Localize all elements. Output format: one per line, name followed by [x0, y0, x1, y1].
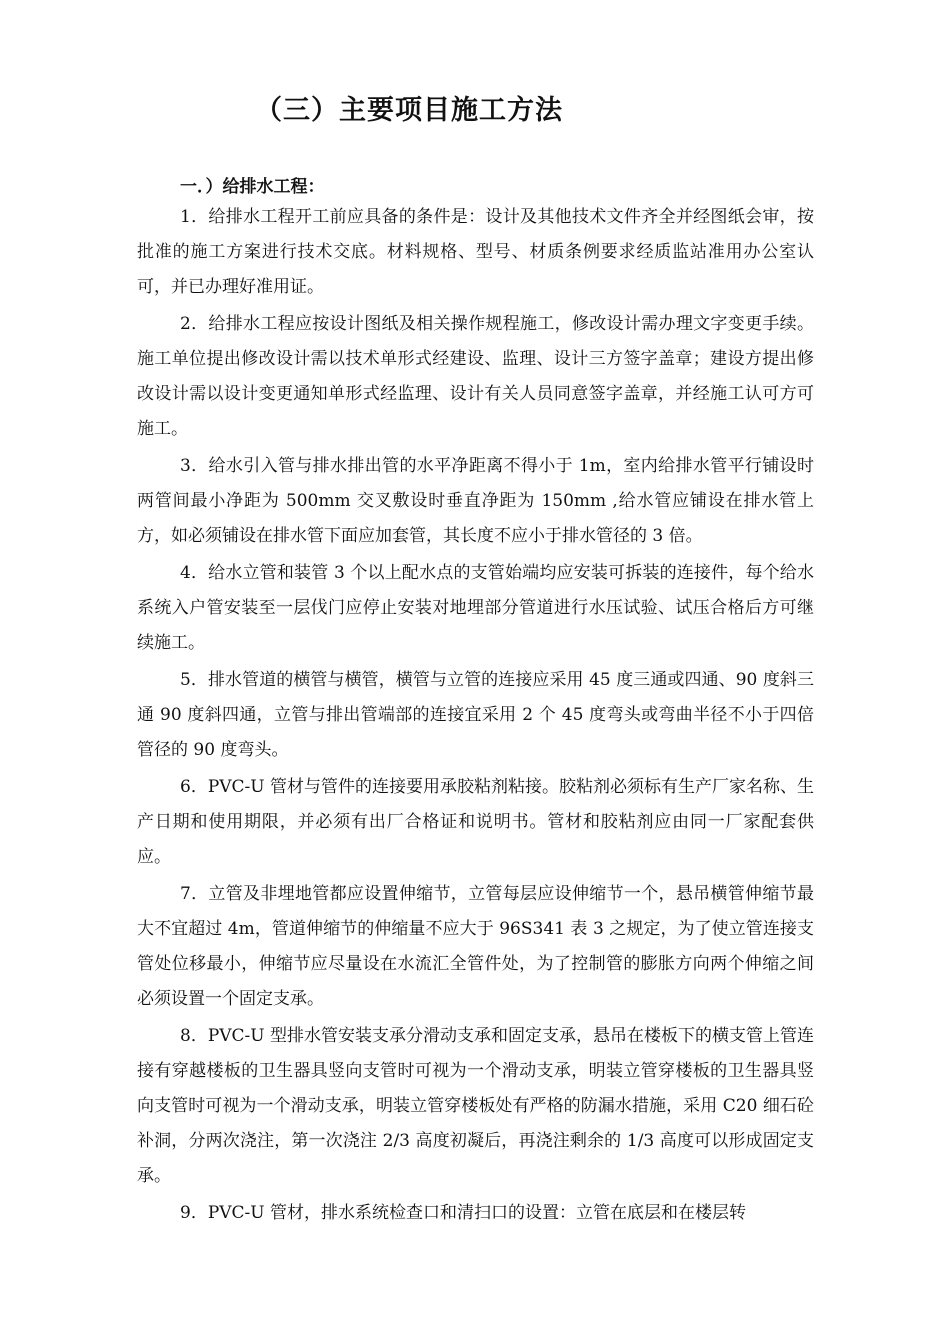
paragraph-1: 1．给排水工程开工前应具备的条件是：设计及其他技术文件齐全并经图纸会审，按批准的施工方案进行技术交底。材料规格、型号、材质条例要求经质监站准用办公室认可，并已办理好准用证。: [137, 207, 814, 297]
paragraph-9: 9．PVC-U 管材，排水系统检查口和清扫口的设置：立管在底层和在楼层转: [180, 1203, 747, 1223]
paragraph-4: 4．给水立管和装管 3 个以上配水点的支管始端均应安装可拆装的连接件，每个给水系统入户管安装至一层伐门应停止安装对地埋部分管道进行水压试验、试压合格后方可继续施工。: [137, 563, 814, 653]
paragraph-5: 5．排水管道的横管与横管，横管与立管的连接应采用 45 度三通或四通、90 度斜三通 90 度斜四通，立管与排出管端部的连接宜采用 2 个 45 度弯头或弯曲半径不小于四倍管径的 90 度弯头。: [137, 670, 814, 760]
paragraph-8: 8．PVC-U 型排水管安装支承分滑动支承和固定支承，悬吊在楼板下的横支管上管连接有穿越楼板的卫生器具竖向支管时可视为一个滑动支承，明装立管穿楼板的卫生器具竖向支管时可视为一个滑动支承，明装立管穿楼板处有严格的防漏水措施，采用 C20 细石砼补洞，分两次浇注，第一次浇注 2/3 高度初凝后，再浇注剩余的 1/3 高度可以形成固定支承。: [137, 1026, 815, 1186]
body-text: [137, 200, 814, 1233]
document-title: （三）主要项目施工方法: [255, 95, 563, 126]
paragraph-7: 7．立管及非埋地管都应设置伸缩节，立管每层应设伸缩节一个，悬吊横管伸缩节最大不宜超过 4m，管道伸缩节的伸缩量不应大于 96S341 表 3 之规定，为了使立管连接支管处位移最小，伸缩节应尽量设在水流汇全管件处，为了控制管的膨胀方向两个伸缩之间必须设置一个固定支承。: [137, 884, 814, 1009]
paragraph-6: 6．PVC-U 管材与管件的连接要用承胶粘剂粘接。胶粘剂必须标有生产厂家名称、生产日期和使用期限，并必须有出厂合格证和说明书。管材和胶粘剂应由同一厂家配套供应。: [137, 777, 815, 867]
paragraph-3: 3．给水引入管与排水排出管的水平净距离不得小于 1m，室内给排水管平行铺设时两管间最小净距为 500mm 交叉敷设时垂直净距为 150mm ,给水管应铺设在排水管上方，如必须铺设在排水管下面应加套管，其长度不应小于排水管径的 3 倍。: [137, 456, 814, 546]
paragraph-2: 2．给排水工程应按设计图纸及相关操作规程施工，修改设计需办理文字变更手续。施工单位提出修改设计需以技术单形式经建设、监理、设计三方签字盖章；建设方提出修改设计需以设计变更通知单形式经监理、设计有关人员同意签字盖章，并经施工认可方可施工。: [137, 314, 814, 439]
section-heading: 一．）给排水工程：: [180, 177, 325, 197]
